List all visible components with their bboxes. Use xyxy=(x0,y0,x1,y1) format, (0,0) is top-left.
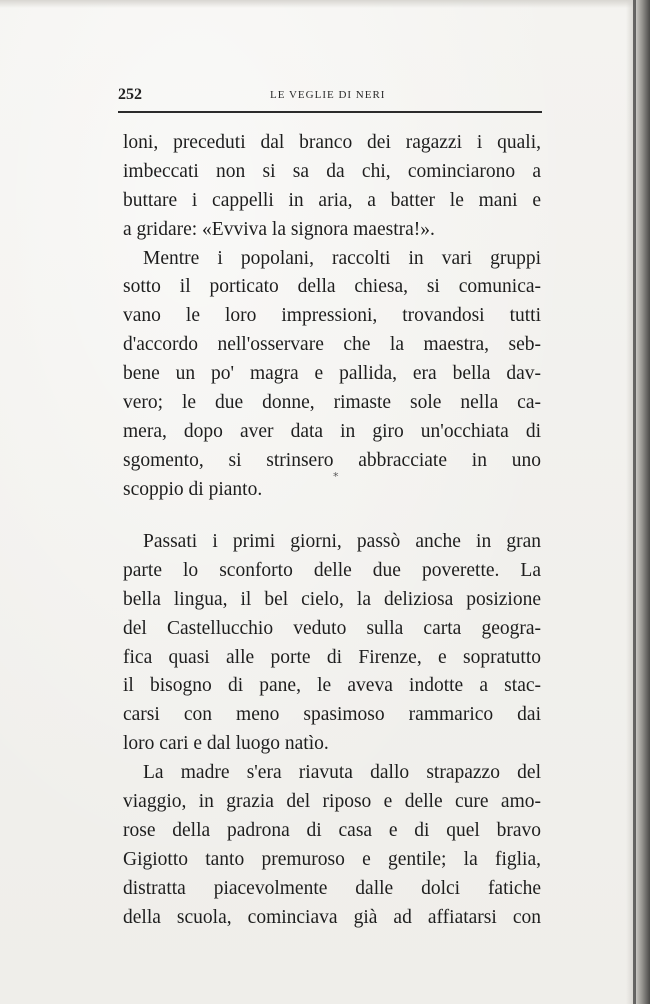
text-line: rose della padrona di casa e di quel bravo xyxy=(123,819,541,841)
text-line: a gridare: «Evviva la signora maestra!». xyxy=(123,218,435,240)
text-line: del Castellucchio veduto sulla carta geogra- xyxy=(123,617,541,639)
text-line: loro cari e dal luogo natìo. xyxy=(123,733,329,755)
text-line: d'accordo nell'osservare che la maestra, seb- xyxy=(123,334,541,356)
text-line: Passati i primi giorni, passò anche in gran xyxy=(143,531,541,552)
section-break-mark: * xyxy=(333,470,339,483)
paragraph xyxy=(123,129,541,245)
text-line: La madre s'era riavuta dallo strapazzo del xyxy=(143,762,541,784)
text-line: viaggio, in grazia del riposo e delle cure amo- xyxy=(123,791,541,813)
text-line: vero; le due donne, rimaste sole nella ca- xyxy=(123,392,541,414)
running-title: LE VEGLIE DI NERI xyxy=(270,89,386,101)
paragraph xyxy=(123,245,541,505)
text-line: sgomento, si strinsero abbracciate in uno xyxy=(123,449,541,471)
text-line: mera, dopo aver data in giro un'occhiata di xyxy=(123,420,541,442)
text-block-lower xyxy=(123,528,541,932)
page-header xyxy=(118,86,542,108)
text-line: il bisogno di pane, le aveva indotte a stac- xyxy=(123,675,541,697)
page-top-edge xyxy=(0,0,650,8)
text-line: Gigiotto tanto premuroso e gentile; la figlia, xyxy=(123,848,541,870)
text-line: scoppio di pianto. xyxy=(123,478,263,500)
text-line: vano le loro impressioni, trovandosi tutti xyxy=(123,305,541,327)
text-line: sotto il porticato della chiesa, si comunica- xyxy=(123,276,541,298)
text-line: carsi con meno spasimoso rammarico dai xyxy=(123,704,541,726)
text-line: imbeccati non si sa da chi, cominciarono a xyxy=(123,160,541,182)
paragraph xyxy=(123,759,541,932)
text-line: distratta piacevolmente dalle dolci fatiche xyxy=(123,877,541,899)
page-number: 252 xyxy=(118,86,142,103)
header-rule xyxy=(118,111,542,113)
text-line: della scuola, cominciava già ad affiatarsi con xyxy=(123,906,541,928)
text-line: buttare i cappelli in aria, a batter le mani e xyxy=(123,189,541,211)
text-line: loni, preceduti dal branco dei ragazzi i quali, xyxy=(123,132,541,153)
text-line: bene un po' magra e pallida, era bella dav- xyxy=(123,363,541,385)
text-line: Mentre i popolani, raccolti in vari gruppi xyxy=(143,247,541,269)
text-block-upper xyxy=(123,129,541,505)
book-spine-shadow xyxy=(626,0,650,1004)
text-line: parte lo sconforto delle due poverette. La xyxy=(123,559,541,581)
book-spine-line xyxy=(633,0,636,1004)
text-line: bella lingua, il bel cielo, la deliziosa posizione xyxy=(123,588,541,610)
paragraph xyxy=(123,528,541,759)
text-line: fica quasi alle porte di Firenze, e sopratutto xyxy=(123,646,541,668)
